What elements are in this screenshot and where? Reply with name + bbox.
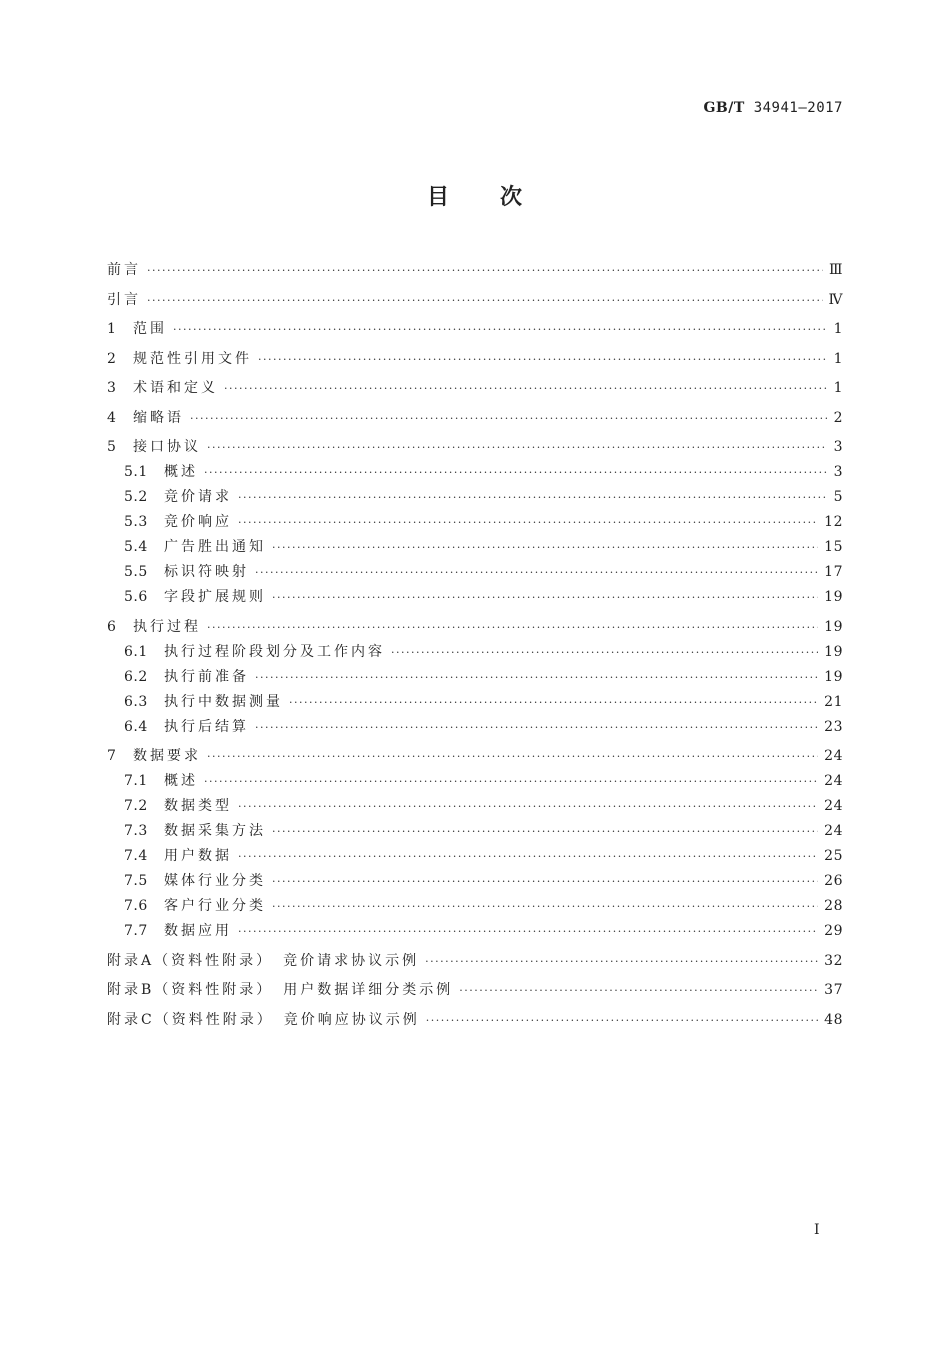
toc-entry-label: 附录A（资料性附录） 竞价请求协议示例: [107, 952, 420, 969]
toc-leader-dots: [255, 560, 818, 585]
toc-leader-dots: [238, 794, 818, 819]
toc-leader-dots: [207, 435, 827, 460]
toc-entry-number: 5.3: [124, 514, 148, 530]
toc-leader-dots: [238, 485, 827, 510]
toc-entry-page: 1: [833, 380, 843, 396]
toc-entry[interactable]: [107, 435, 843, 460]
toc-entry-number: 7.7: [124, 923, 148, 939]
toc-entry[interactable]: [107, 978, 843, 1003]
toc-entry-label: 数据应用: [164, 923, 232, 939]
toc-leader-dots: [272, 819, 818, 844]
toc-entry-page: 5: [833, 489, 843, 505]
toc-entry-label: 规范性引用文件: [133, 350, 252, 367]
toc-entry[interactable]: [107, 665, 843, 690]
toc-entry-number: 6.4: [124, 718, 148, 735]
toc-entry-label: 竞价请求: [164, 489, 232, 505]
page-title: [0, 180, 950, 211]
toc-leader-dots: [255, 715, 818, 740]
toc-leader-dots: [289, 690, 818, 715]
toc-entry-number: 6.2: [124, 668, 148, 685]
toc-entry-page: 17: [824, 564, 843, 580]
toc-entry-number: 7.3: [124, 823, 148, 839]
toc-entry[interactable]: [107, 894, 843, 919]
toc-leader-dots: [224, 376, 827, 401]
toc-entry[interactable]: [107, 288, 843, 313]
toc-entry[interactable]: [107, 640, 843, 665]
toc-leader-dots: [147, 258, 823, 283]
toc-leader-dots: [258, 347, 827, 372]
toc-entry[interactable]: [107, 510, 843, 535]
toc-entry-label: 媒体行业分类: [164, 873, 266, 889]
toc-entry-number: 7.2: [124, 798, 148, 814]
toc-entry-page: 19: [824, 589, 843, 605]
toc-leader-dots: [425, 949, 818, 974]
toc-entry-number: 6.1: [124, 643, 148, 660]
toc-entry-label: 标识符映射: [164, 564, 249, 580]
toc-entry-label: 缩略语: [133, 409, 184, 426]
toc-entry[interactable]: [107, 460, 843, 485]
toc-entry[interactable]: [107, 844, 843, 869]
toc-entry-number: 3: [107, 380, 117, 396]
toc-entry-label: 接口协议: [133, 439, 201, 455]
toc-entry[interactable]: [107, 258, 843, 283]
toc-entry[interactable]: [107, 376, 843, 401]
toc-entry[interactable]: [107, 794, 843, 819]
toc-entry-label: 广告胜出通知: [164, 539, 266, 555]
toc-entry-page: 29: [824, 923, 843, 939]
toc-entry[interactable]: [107, 919, 843, 944]
toc-leader-dots: [426, 1008, 818, 1033]
toc-entry-page: 28: [824, 898, 843, 914]
toc-entry-label: 用户数据: [164, 848, 232, 864]
toc-entry[interactable]: [107, 317, 843, 342]
toc-entry-page: 25: [824, 848, 843, 864]
toc-entry-label: 执行前准备: [164, 668, 249, 685]
toc-entry-label: 附录C（资料性附录） 竞价响应协议示例: [107, 1011, 420, 1028]
toc-leader-dots: [204, 460, 827, 485]
toc-entry-number: 6: [107, 618, 117, 635]
toc-leader-dots: [272, 894, 818, 919]
toc-entry-number: 5.2: [124, 489, 148, 505]
standard-prefix: GB/T: [703, 100, 745, 116]
standard-number: [703, 100, 843, 116]
toc-entry-page: 26: [824, 873, 843, 889]
toc-entry[interactable]: [107, 744, 843, 769]
toc-entry-label: 范围: [133, 321, 167, 337]
toc-entry-page: 24: [824, 748, 843, 764]
toc-leader-dots: [173, 317, 827, 342]
toc-entry-number: 5.6: [124, 589, 148, 605]
toc-leader-dots: [391, 640, 818, 665]
toc-entry-page: 19: [824, 668, 843, 685]
footer-page-number: Ⅰ: [814, 1222, 820, 1238]
toc-entry-page: 1: [833, 321, 843, 337]
toc-entry[interactable]: [107, 949, 843, 974]
toc-entry-label: 执行中数据测量: [164, 693, 283, 710]
toc-entry-number: 1: [107, 321, 117, 337]
toc-entry[interactable]: [107, 615, 843, 640]
toc-entry-page: 32: [824, 952, 843, 969]
toc-entry-number: 7.1: [124, 773, 148, 789]
toc-entry-page: 21: [824, 693, 843, 710]
toc-entry-page: 3: [833, 464, 843, 480]
toc-entry[interactable]: [107, 819, 843, 844]
toc-entry-page: 12: [824, 514, 843, 530]
toc-entry-label: 前言: [107, 262, 141, 278]
toc-entry-number: 5.1: [124, 464, 148, 480]
toc-entry-number: 7.4: [124, 848, 148, 864]
toc-leader-dots: [272, 535, 818, 560]
toc-leader-dots: [238, 919, 818, 944]
toc-entry-page: 19: [824, 643, 843, 660]
toc-entry-label: 术语和定义: [133, 380, 218, 396]
toc-entry-label: 客户行业分类: [164, 898, 266, 914]
toc-entry-label: 执行过程阶段划分及工作内容: [164, 643, 385, 660]
toc-entry-page: 37: [824, 982, 843, 998]
toc-leader-dots: [190, 406, 827, 431]
toc-entry-label: 执行过程: [133, 618, 201, 635]
toc-entry-page: 23: [824, 718, 843, 735]
toc-leader-dots: [272, 869, 818, 894]
toc-entry-number: 2: [107, 350, 117, 367]
toc-entry[interactable]: [107, 485, 843, 510]
toc-leader-dots: [459, 978, 818, 1003]
toc-entry-page: 24: [824, 773, 843, 789]
toc-entry[interactable]: [107, 715, 843, 740]
toc-entry[interactable]: [107, 347, 843, 372]
toc-entry-label: 概述: [164, 464, 198, 480]
toc-entry-number: 7.6: [124, 898, 148, 914]
toc-entry-label: 引言: [107, 291, 141, 308]
toc-entry-label: 执行后结算: [164, 718, 249, 735]
toc-entry[interactable]: [107, 869, 843, 894]
toc-entry-label: 字段扩展规则: [164, 589, 266, 605]
toc-entry-page: 15: [824, 539, 843, 555]
toc-entry-page: 24: [824, 823, 843, 839]
toc-entry-page: Ⅳ: [828, 291, 843, 308]
toc-entry-page: 3: [833, 439, 843, 455]
toc-entry-number: 5.4: [124, 539, 148, 555]
toc-entry-page: 19: [824, 618, 843, 635]
toc-leader-dots: [238, 510, 818, 535]
standard-code: 34941—2017: [753, 100, 843, 116]
toc-entry-label: 数据采集方法: [164, 823, 266, 839]
toc-leader-dots: [207, 615, 818, 640]
toc-entry[interactable]: [107, 560, 843, 585]
toc-entry[interactable]: [107, 1008, 843, 1033]
toc-entry-label: 数据类型: [164, 798, 232, 814]
toc-entry-number: 6.3: [124, 693, 148, 710]
toc-entry[interactable]: [107, 769, 843, 794]
toc-entry-page: Ⅲ: [828, 262, 843, 278]
toc-entry-page: 48: [824, 1011, 843, 1028]
toc-leader-dots: [238, 844, 818, 869]
title-char-left: 目: [426, 184, 450, 210]
toc-entry-label: 概述: [164, 773, 198, 789]
toc-leader-dots: [272, 585, 818, 610]
toc-entry-number: 5.5: [124, 564, 148, 580]
toc-entry[interactable]: [107, 406, 843, 431]
toc-entry-page: 1: [833, 350, 843, 367]
toc-leader-dots: [204, 769, 818, 794]
toc-leader-dots: [147, 288, 823, 313]
toc-entry-number: 4: [107, 409, 117, 426]
toc-entry[interactable]: [107, 690, 843, 715]
title-char-right: 次: [500, 184, 524, 210]
toc-entry-number: 7.5: [124, 873, 148, 889]
toc-entry[interactable]: [107, 535, 843, 560]
toc-entry[interactable]: [107, 585, 843, 610]
toc-entry-page: 24: [824, 798, 843, 814]
table-of-contents: [107, 258, 843, 1033]
toc-entry-label: 数据要求: [133, 748, 201, 764]
toc-entry-number: 7: [107, 748, 117, 764]
toc-leader-dots: [255, 665, 818, 690]
toc-entry-page: 2: [833, 409, 843, 426]
toc-entry-label: 附录B（资料性附录） 用户数据详细分类示例: [107, 982, 454, 998]
toc-leader-dots: [207, 744, 818, 769]
toc-entry-number: 5: [107, 439, 117, 455]
toc-entry-label: 竞价响应: [164, 514, 232, 530]
